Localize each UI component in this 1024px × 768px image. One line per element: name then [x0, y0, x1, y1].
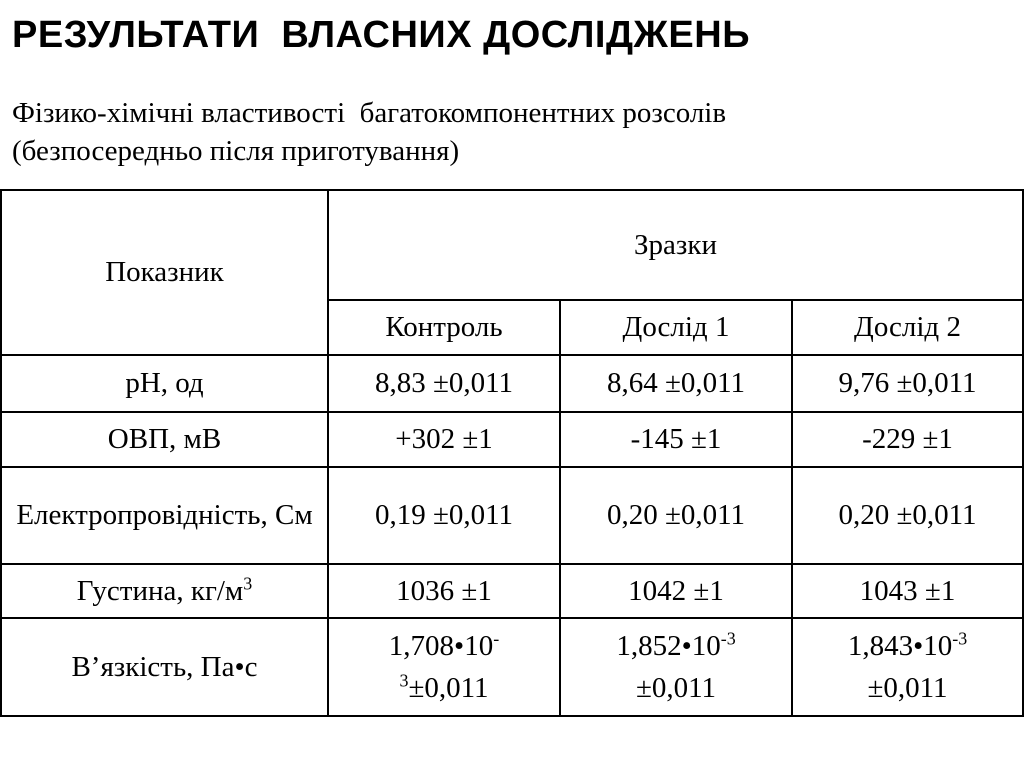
viscosity-control-line-2: $^3$±0,011: [399, 670, 489, 704]
cell-conductivity-control: 0,19 ±0,011: [328, 467, 560, 564]
row-label-density: [1, 564, 328, 618]
viscosity-exp2-line-1: $1,843•10^{-3}$: [847, 628, 968, 662]
cell-viscosity-experiment-2: [792, 618, 1023, 716]
header-control: Контроль: [328, 300, 560, 355]
cell-density-control: 1036 ±1: [328, 564, 560, 618]
cell-orp-control: +302 ±1: [328, 412, 560, 467]
caption-line-1: Фізико-хімічні властивості багатокомпонентних розсолів: [12, 97, 727, 129]
table-header-row: [1, 190, 1023, 300]
cell-conductivity-experiment-2: 0,20 ±0,011: [792, 467, 1023, 564]
cell-density-experiment-1: 1042 ±1: [560, 564, 792, 618]
cell-ph-experiment-1: 8,64 ±0,011: [560, 355, 792, 412]
cell-orp-experiment-1: -145 ±1: [560, 412, 792, 467]
density-label-exponent: 3: [243, 573, 253, 594]
viscosity-exp1-line-2: ±0,011: [635, 672, 717, 704]
slide-title: РЕЗУЛЬТАТИ ВЛАСНИХ ДОСЛІДЖЕНЬ: [12, 14, 751, 56]
table-row: [1, 467, 1023, 564]
header-experiment-1: Дослід 1: [560, 300, 792, 355]
cell-orp-experiment-2: -229 ±1: [792, 412, 1023, 467]
row-label-conductivity: Електропровідність, См: [1, 467, 328, 564]
properties-table: [0, 189, 1024, 717]
cell-viscosity-experiment-1: [560, 618, 792, 716]
header-samples: Зразки: [328, 190, 1023, 300]
caption-line-2: (безпосередньо після приготування): [12, 135, 460, 167]
table-row: [1, 412, 1023, 467]
table-row: [1, 618, 1023, 716]
table-row: [1, 564, 1023, 618]
header-indicator: Показник: [1, 190, 328, 355]
viscosity-exp1-line-1: $1,852•10^{-3}$: [616, 628, 736, 662]
cell-density-experiment-2: 1043 ±1: [792, 564, 1023, 618]
row-label-ph: рН, од: [1, 355, 328, 412]
viscosity-exp2-line-2: ±0,011: [867, 672, 948, 704]
header-experiment-2: Дослід 2: [792, 300, 1023, 355]
density-label-text: Густина, кг/м: [76, 574, 244, 607]
table-row: [1, 355, 1023, 412]
cell-viscosity-control: [328, 618, 560, 716]
row-label-orp: ОВП, мВ: [1, 412, 328, 467]
viscosity-control-line-1: 1,708•10-: [388, 628, 500, 662]
table-caption: [12, 94, 726, 170]
cell-ph-experiment-2: 9,76 ±0,011: [792, 355, 1023, 412]
cell-ph-control: 8,83 ±0,011: [328, 355, 560, 412]
row-label-viscosity: В’язкість, Па•с: [1, 618, 328, 716]
cell-conductivity-experiment-1: 0,20 ±0,011: [560, 467, 792, 564]
